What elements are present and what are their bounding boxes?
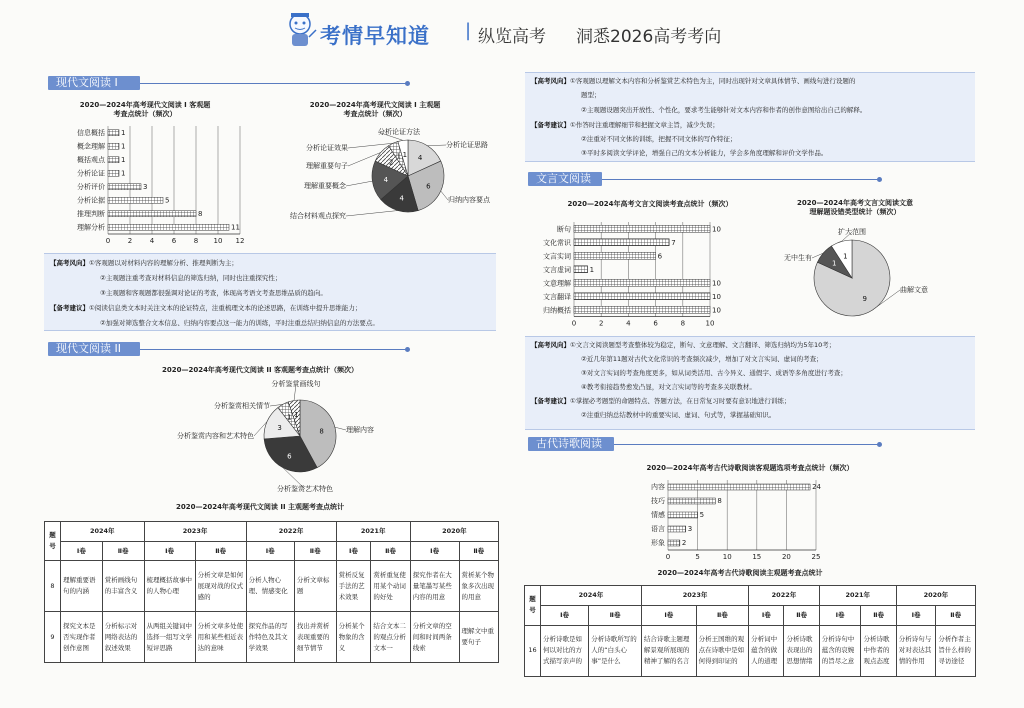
category-label: 文言实词 [543,252,571,261]
chart-5-title: 2020—2024年高考文言文阅读文意 理解题设错类型统计（频次） [797,199,913,216]
bar [574,279,710,286]
year-header: 2024年 [61,522,145,542]
bar [668,498,715,504]
slice-label: 分析鉴赏艺术特色 [277,485,333,493]
bar [668,540,680,546]
slice-label: 分析论证效果 [306,144,348,152]
table-row: 9 探究文本是否实现作者创作意图 分析标示对网络表达的叙述效果 从两组关键词中选择一组写文学短评思路 分析文章多处使用和某些相近表达的意味 探究作品的写作特色及其文学效果 找出并赏析表现重要的细节情节 分析某个物象的含义 结合文本二的观点分析文本一 分析文章的空间和时间两条线索 理解文中重要句子 [45,612,499,663]
table-1: 题号 2024年 2023年 2022年 2021年 2020年 Ⅰ卷 Ⅱ卷 Ⅰ卷 Ⅱ卷 Ⅰ卷 Ⅱ卷 Ⅰ卷 Ⅱ卷 Ⅰ卷 Ⅱ卷 8 理解重要语句的内涵 赏析画线句的丰富含义 梳理概括故事中的人物心理 分析文章是如何展现对战的仪式感的 分析人物心理、情感变化 分析文章标题 赏析反复手法的艺术效果 赏析重复使用某个动词的好处 探究作者在大量笔墨写某些内容的用意 赏析某个物象多次出现的用意 9 探究文本是否实现作者创作意图 分析标示对网络表达的叙述效果 从两组关键词中选择一组写文学短评思路 分析文章多处使用和某些相近表达的意味 探究作品的写作特色及其文学效果 找出并赏析表现重要的细节情节 分析某个物象的含义 结合文本二的观点分析文本一 分析文章的空间和时间两条线索 理解文中重要句子 [44,521,499,663]
year-header: 2024年 [541,586,642,606]
slice-label: 理解重要概念 [304,182,346,190]
tick-label: 5 [695,553,700,561]
section-title-4: 古代诗歌阅读 [528,437,614,451]
tick-label: 2 [598,319,604,328]
table-1-title: 2020—2024年高考现代文阅读 II 主观题考查点统计 [175,503,345,511]
bar [108,184,141,190]
year-header: 2020年 [896,586,975,606]
header-subtitle-1: 纵览高考 [478,27,546,47]
leader-line [427,145,446,146]
slice-value: 2 [388,158,394,167]
table-2: 题号 2024年 2023年 2022年 2021年 2020年 Ⅰ卷 Ⅱ卷 Ⅰ卷 Ⅱ卷 Ⅰ卷 Ⅱ卷 Ⅰ卷 Ⅱ卷 Ⅰ卷 Ⅱ卷 16 分析诗歌是如何以对比的方式描写亲声的 分析诗歌所写的人的“白头心事”是什么 结合诗歌主题理解景观所展现的精神了解的名言 分析王国维的观点在诗歌中是如何得到印证的 分析词中蕴含的做人的道理 分析诗歌表现出的思想情绪 分析诗句中蕴含的哀婉的旨尽之意 分析诗歌中作者的观点态度 分析诗句与对对表达其情的作用 分析作者主旨什么样的寻访途径 [524,585,976,677]
slice-value: 6 [426,182,431,191]
year-header: 2021年 [336,522,410,542]
info-line: 【高考风向】①客观题以对材料内容的理解分析、推理判断为主； [50,259,238,267]
slice-label: 扩大范围 [838,228,866,236]
year-header: 2022年 [246,522,336,542]
tick-label: 15 [752,553,762,561]
brand-title: 考情早知道 [320,24,430,48]
value-label: 1 [121,128,126,137]
value-label: 1 [121,169,126,178]
slice-label: 分析鉴赏画线句 [271,380,321,388]
value-label: 5 [699,511,705,519]
bar [574,306,710,313]
category-label: 概念理解 [77,142,105,151]
category-label: 归纳概括 [543,306,571,315]
category-label: 形象 [651,539,665,547]
tick-label: 0 [105,237,111,245]
info-line: ③主观题和客观题都很强调对论证的考查，体现高考语文考查思维品质的趋向。 [100,289,327,297]
chart-1-title: 2020—2024年高考现代文阅读 I 客观题 考查点统计（频次） [79,101,211,118]
bar [108,211,196,217]
slice-value: 6 [287,452,292,461]
info-line: ②主观题设题突出开放性、个性化，要求考生能够针对文本内容和作者的创作意图给出自己的解释。 [581,106,867,114]
category-label: 文言虚词 [543,265,571,274]
bar [108,170,119,176]
slice-value: 3 [277,424,282,433]
tick-label: 8 [680,319,686,328]
leader-line [441,191,448,200]
col-num: 题号 [45,522,61,561]
slice-label: 归纳内容要点 [448,196,490,204]
value-label: 1 [121,142,126,151]
value-label: 10 [712,306,721,315]
section-title-3: 文言文阅读 [528,172,602,186]
info-line: ②注重对不同文体的训练，把握不同文体的写作特征； [581,135,737,143]
slice-label: 理解内容 [346,426,374,434]
slice-value: 1 [843,252,848,261]
mascot-icon [282,12,318,50]
tick-label: 10 [705,319,715,328]
leader-line [346,211,398,216]
leader-line [335,427,346,430]
category-label: 技巧 [651,497,665,505]
table-row: 16 分析诗歌是如何以对比的方式描写亲声的 分析诗歌所写的人的“白头心事”是什么 结合诗歌主题理解景观所展现的精神了解的名言 分析王国维的观点在诗歌中是如何得到印证的 分析词中蕴含的做人的道理 分析诗歌表现出的思想情绪 分析诗句中蕴含的哀婉的旨尽之意 分析诗歌中作者的观点态度 分析诗句与对对表达其情的作用 分析作者主旨什么样的寻访途径 [525,625,976,676]
slice-label: 曲解文意 [900,286,928,294]
bar [668,484,810,490]
bar [668,512,698,518]
tick-label: 10 [722,553,732,561]
info-line: ③对文言实词的考查角度更多，如从词类活用、古今异义、通假字、成语等多角度进行考查； [581,369,847,377]
slice-label: 分析鉴赏内容和艺术特色 [177,432,254,440]
slice-value: 4 [399,194,404,203]
section-title-2: 现代文阅读 II [48,342,140,356]
chart-1 [40,122,250,247]
value-label: 2 [681,539,687,547]
bar [108,143,119,149]
info-line: ④教考衔接趋势愈发凸显，对文言实词等的考查多关联教材。 [581,383,756,391]
year-header: 2022年 [749,586,820,606]
info-line: ③平时多阅读文学评论，增强自己的文本分析能力，学会多角度理解和评价文学作品。 [581,149,828,157]
slice-label: 无中生有 [784,254,812,262]
category-label: 内容 [651,483,665,491]
chart-2 [270,122,510,232]
info-line: ②近几年第11题对古代文化常识的考查频次减少，增加了对文言实词、虚词的考查； [581,355,823,363]
bar [574,266,588,273]
value-label: 11 [231,223,240,232]
tick-label: 25 [811,553,821,561]
chart-5 [760,222,980,328]
value-label: 10 [712,225,721,234]
bar [108,157,119,163]
bar [108,197,163,203]
category-label: 断句 [557,225,571,234]
bar [108,130,119,136]
category-label: 分析评价 [77,182,105,191]
slice-value: 1 [402,150,408,159]
category-label: 文言翻译 [543,292,571,301]
category-label: 推理判断 [77,209,105,218]
bar [574,252,656,259]
tick-label: 0 [571,319,577,328]
year-header: 2020年 [410,522,498,542]
bar [574,225,710,232]
bar [574,293,710,300]
category-label: 情感 [651,511,665,519]
chart-4-title: 2020—2024年高考文言文阅读考查点统计（频次） [567,200,733,208]
slice-value: 9 [862,294,867,303]
year-header: 2021年 [819,586,896,606]
value-label: 8 [717,497,722,505]
tick-label: 4 [149,237,155,245]
tick-label: 10 [213,237,223,245]
tick-label: 2 [127,237,133,245]
header-separator: | [465,20,472,41]
category-label: 信息概括 [77,128,105,137]
info-line: 【高考风向】①客观题以理解文本内容和分析鉴赏艺术特色为主，同时出现针对文章具体情节、画线句进行设题的 [531,77,856,85]
info-line: 【高考风向】①文言文阅读题型考查整体较为稳定，断句、文意理解、文言翻译、筛选归纳均为5年10考； [531,341,836,349]
info-line: ②加强对筛选整合文本信息、归纳内容要点这一能力的训练，平时注重总结归纳信息的方法要点。 [100,319,379,327]
value-label: 3 [687,525,693,533]
tick-label: 20 [781,553,791,561]
category-label: 文意理解 [543,279,571,288]
info-line: 题型； [581,91,601,99]
info-line: 【备考建议】①掌握必考题型的命题特点、答题方法，在日常复习时要有意识地进行训练； [531,397,791,405]
value-label: 8 [198,209,203,218]
chart-2-title: 2020—2024年高考现代文阅读 I 主观题 考查点统计（频次） [309,101,441,118]
value-label: 7 [671,238,676,247]
category-label: 理解分析 [77,223,105,232]
table-2-title: 2020—2024年高考古代诗歌阅读主观题考查点统计 [657,569,823,577]
chart-6-title: 2020—2024年高考古代诗歌阅读客观题选项考查点统计（频次） [646,464,854,472]
bar [574,239,669,246]
info-line: 【备考建议】①作答时注重理解细节和把握文章主旨，减少失误； [531,121,719,129]
slice-label: 分析鉴赏相关情节 [214,402,270,410]
value-label: 3 [143,182,148,191]
category-label: 文化常识 [543,238,571,247]
info-line: ②主观题注重考查对材料信息的筛选归纳，同时也注重探究性； [100,274,282,282]
tick-label: 8 [193,237,199,245]
category-label: 分析论证 [77,169,105,178]
header-subtitle-2: 洞悉2026高考考向 [576,27,722,47]
value-label: 24 [812,483,822,491]
slice-value: 1 [287,413,292,422]
info-box-3 [525,336,975,430]
bar [108,224,229,230]
slice-label: 理解重要句子 [306,162,348,170]
value-label: 5 [165,196,170,205]
tick-label: 12 [235,237,245,245]
category-label: 语言 [651,525,665,533]
value-label: 10 [712,279,721,288]
info-line: ②注重归纳总结教材中的重要实词、虚词、句式等，掌握基础知识。 [581,411,776,419]
value-label: 1 [589,265,595,274]
value-label: 1 [121,155,126,164]
info-line: 【备考建议】①阅读信息类文本时关注文本的论证特点，注重梳理文本的论述思路，在训练中提升思维能力； [50,304,362,312]
table-row: 8 理解重要语句的内涵 赏析画线句的丰富含义 梳理概括故事中的人物心理 分析文章是如何展现对战的仪式感的 分析人物心理、情感变化 分析文章标题 赏析反复手法的艺术效果 赏析重复使用某个动词的好处 探究作者在大量笔墨写某些内容的用意 赏析某个物象多次出现的用意 [45,561,499,612]
category-label: 分析论据 [77,196,105,205]
col-num: 题号 [525,586,541,626]
info-box-1 [44,253,496,331]
slice-value: 4 [417,154,423,163]
slice-label: 分析论证思路 [446,141,488,149]
slice-value: 4 [383,176,389,185]
chart-3 [150,376,400,498]
chart-6 [640,478,860,568]
tick-label: 0 [665,553,671,561]
slice-label: 结合材料观点探究 [290,212,346,220]
tick-label: 4 [626,319,631,328]
info-box-2 [525,72,975,162]
value-label: 6 [657,252,663,261]
slice-value: 8 [319,427,324,436]
category-label: 概括观点 [77,155,105,164]
tick-label: 6 [653,319,658,328]
slice-value: 1 [396,152,401,161]
year-header: 2023年 [144,522,246,542]
value-label: 10 [712,292,721,301]
chart-4 [530,218,750,330]
tick-label: 6 [171,237,177,245]
slice-value: 1 [294,410,299,419]
bar [668,526,686,532]
section-title-1: 现代文阅读 I [48,76,140,90]
slice-value: 1 [831,259,837,268]
chart-3-title: 2020—2024年高考现代文阅读 II 客观题考查点统计（频次） [161,366,359,374]
slice-label: 分析论证方法 [378,128,420,136]
year-header: 2023年 [641,586,748,606]
leader-line [346,181,372,186]
